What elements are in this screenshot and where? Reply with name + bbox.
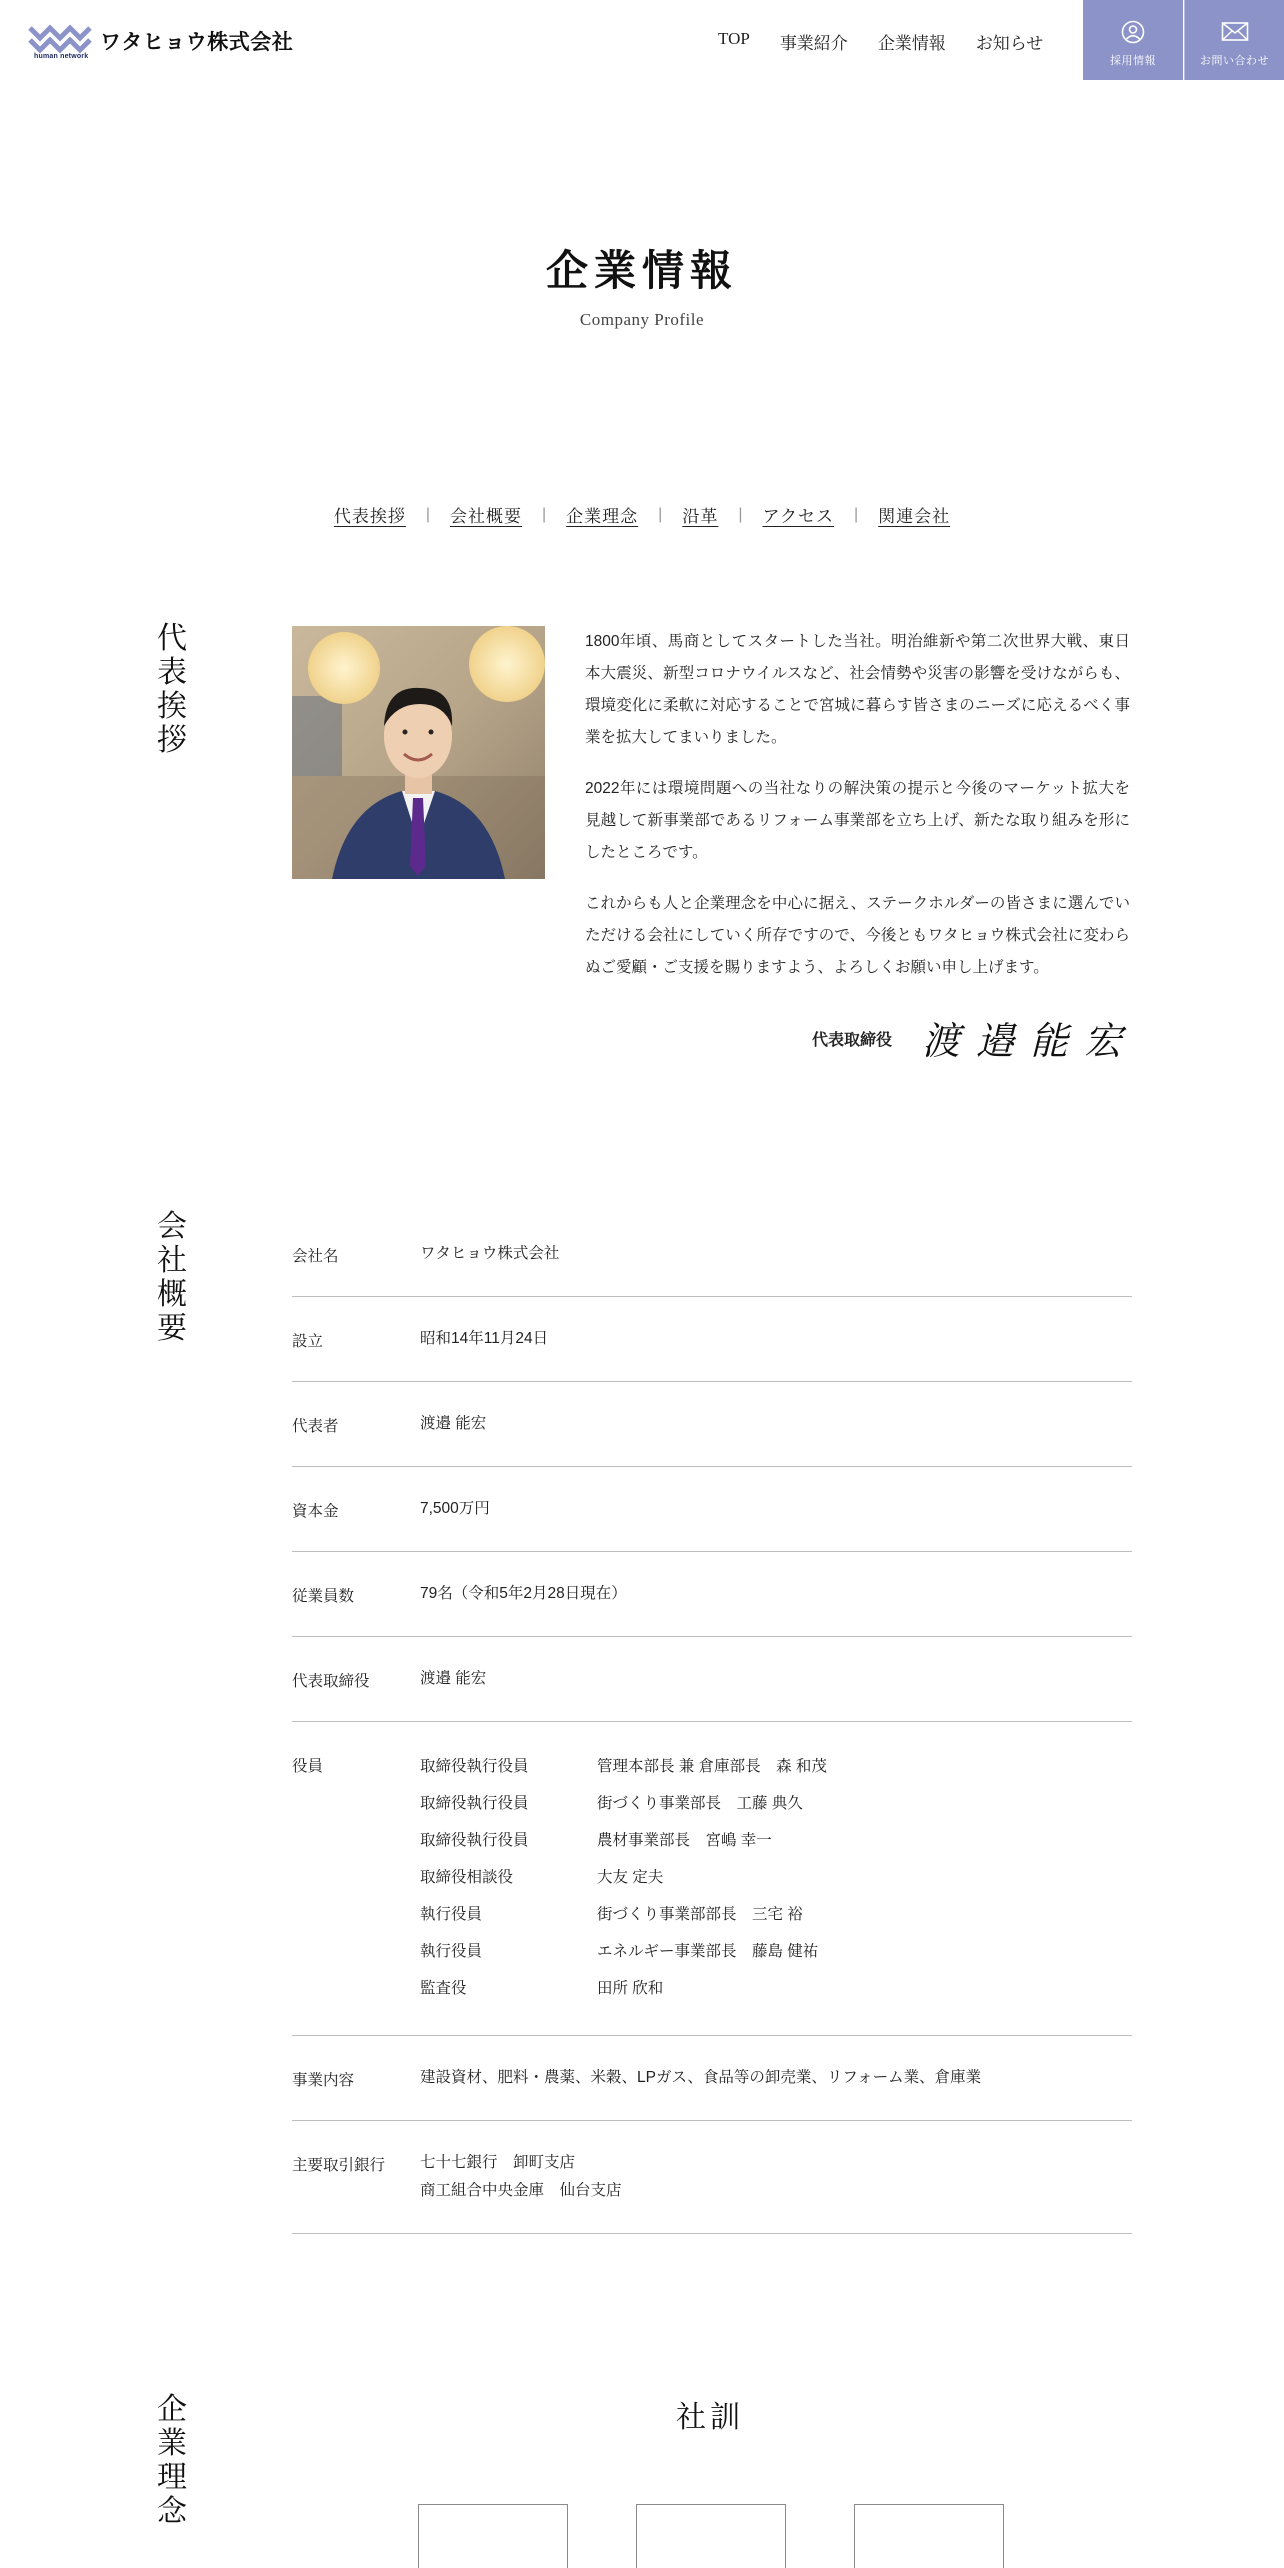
- recruit-button[interactable]: [1083, 0, 1183, 80]
- table-row: [292, 1552, 1132, 1637]
- heading-char: 社: [157, 1244, 187, 1277]
- row-label: 資本金: [292, 1503, 339, 1520]
- nav-company[interactable]: 企業情報: [877, 34, 946, 53]
- section-anchor-links: [0, 502, 1284, 527]
- officer-detail: 街づくり事業部長 工藤 典久: [597, 1795, 803, 1812]
- officer-role: 取締役執行役員: [420, 1795, 529, 1812]
- officer-role: 取締役執行役員: [420, 1758, 529, 1775]
- heading-char: 理: [157, 2461, 187, 2494]
- recruit-label: 採用情報: [1110, 55, 1156, 67]
- row-label: 会社名: [292, 1248, 339, 1265]
- officer-item: [420, 1822, 1132, 1859]
- row-value: 渡邉 能宏: [420, 1670, 487, 1687]
- nav-news[interactable]: お知らせ: [975, 34, 1044, 53]
- anchor-affiliates[interactable]: 関連会社: [878, 507, 951, 526]
- table-row: [292, 1212, 1132, 1297]
- officer-item: [420, 1785, 1132, 1822]
- company-logo[interactable]: [28, 16, 294, 64]
- anchor-separator: |: [658, 505, 663, 523]
- row-value: ワタヒョウ株式会社: [420, 1245, 560, 1262]
- greeting-paragraph: 1800年頃、馬商としてスタートした当社。明治維新や第二次世界大戦、東日本大震災、新型コロナウイルスなど、社会情勢や災害の影響を受けながらも、環境変化に柔軟に対応することで宮城に暮らす皆さまのニーズに応えるべく事業を拡大してまいりました。: [585, 633, 1130, 746]
- heading-char: 代: [157, 622, 187, 655]
- row-value: 昭和14年11月24日: [420, 1330, 549, 1347]
- row-value: 7,500万円: [420, 1500, 490, 1517]
- officer-detail: 大友 定夫: [597, 1869, 664, 1886]
- row-value: 建設資材、肥料・農薬、米穀、LPガス、食品等の卸売業、リフォーム業、倉庫業: [420, 2069, 982, 2086]
- heading-char: 企: [157, 2393, 187, 2426]
- greeting-paragraph: 2022年には環境問題への当社なりの解決策の提示と今後のマーケット拡大を見越して新事業部であるリフォーム事業部を立ち上げ、新たな取り組みを形にしたところです。: [585, 780, 1130, 861]
- officer-role: 取締役相談役: [420, 1869, 514, 1886]
- heading-char: 概: [157, 1278, 187, 1311]
- site-header: [0, 0, 1284, 80]
- row-label: 代表取締役: [292, 1673, 370, 1690]
- mail-icon: [1221, 20, 1249, 44]
- heading-char: 要: [157, 1312, 187, 1345]
- anchor-separator: |: [738, 505, 743, 523]
- officer-detail: 田所 欣和: [597, 1980, 664, 1997]
- officer-detail: 農材事業部長 宮嶋 幸一: [597, 1832, 772, 1849]
- row-label: 役員: [292, 1758, 324, 1775]
- officer-detail: 街づくり事業部部長 三宅 裕: [597, 1906, 803, 1923]
- greeting-heading: [150, 622, 194, 758]
- anchor-philosophy[interactable]: 企業理念: [566, 507, 639, 526]
- signature-title: 代表取締役: [812, 1032, 893, 1049]
- page-title: 企業情報: [545, 249, 738, 295]
- heading-char: 会: [157, 1210, 187, 1243]
- heading-char: 表: [157, 656, 187, 689]
- heading-char: 拶: [157, 724, 187, 757]
- row-label: 設立: [292, 1333, 324, 1350]
- greeting-message: [585, 626, 1130, 1003]
- table-row: [292, 1382, 1132, 1467]
- officer-detail: 管理本部長 兼 倉庫部長 森 和茂: [597, 1758, 827, 1775]
- bank-item: 商工組合中央金庫 仙台支店: [420, 2182, 622, 2199]
- row-value: 渡邉 能宏: [420, 1415, 487, 1432]
- bank-list: [420, 2149, 1132, 2205]
- row-label: 従業員数: [292, 1588, 355, 1605]
- table-row: [292, 1637, 1132, 1722]
- president-photo: [292, 626, 545, 879]
- officer-role: 取締役執行役員: [420, 1832, 529, 1849]
- anchor-access[interactable]: アクセス: [762, 507, 834, 526]
- logo-tagline: human network: [34, 53, 89, 60]
- contact-label: お問い合わせ: [1200, 55, 1269, 67]
- anchor-separator: |: [425, 505, 431, 523]
- anchor-overview[interactable]: 会社概要: [450, 507, 523, 526]
- overview-heading: [150, 1210, 194, 1346]
- company-overview-table: [292, 1212, 1132, 2234]
- creed-card: [636, 2504, 786, 2568]
- table-row-banks: [292, 2121, 1132, 2234]
- nav-business[interactable]: 事業紹介: [779, 34, 848, 53]
- heading-char: 業: [157, 2427, 187, 2460]
- officer-item: [420, 1748, 1132, 1785]
- officer-role: 執行役員: [420, 1943, 483, 1960]
- table-row-officers: [292, 1722, 1132, 2036]
- bank-item: 七十七銀行 卸町支店: [420, 2154, 576, 2171]
- table-row: [292, 1467, 1132, 1552]
- anchor-separator: |: [542, 505, 547, 523]
- president-portrait-image: [292, 626, 545, 879]
- logo-company-name: ワタヒョウ株式会社: [100, 31, 294, 54]
- officer-role: 監査役: [420, 1980, 467, 1997]
- page-subtitle: Company Profile: [579, 310, 705, 329]
- row-value: 79名（令和5年2月28日現在）: [420, 1585, 627, 1602]
- officer-detail: エネルギー事業部長 藤島 健祐: [597, 1943, 819, 1960]
- main-nav: [718, 29, 1073, 54]
- officer-item: [420, 1933, 1132, 1970]
- creed-title: 社訓: [676, 2401, 744, 2434]
- anchor-greeting[interactable]: 代表挨拶: [333, 507, 406, 526]
- table-row-business: [292, 2036, 1132, 2121]
- row-label: 主要取引銀行: [292, 2157, 386, 2174]
- user-circle-icon: [1121, 20, 1145, 44]
- contact-button[interactable]: [1184, 0, 1284, 80]
- officer-role: 執行役員: [420, 1906, 483, 1923]
- creed-card: [418, 2504, 568, 2568]
- anchor-separator: |: [853, 505, 859, 523]
- greeting-paragraph: これからも人と企業理念を中心に据え、ステークホルダーの皆さまに選んでいただける会社にしていく所存ですので、今後ともワタヒョウ株式会社に変わらぬご愛顧・ご支援を賜りますよう、よろしくお願い申し上げます。: [585, 895, 1130, 976]
- table-row: [292, 1297, 1132, 1382]
- anchor-history[interactable]: 沿革: [682, 507, 719, 526]
- officer-list: [420, 1748, 1132, 2007]
- heading-char: 念: [157, 2495, 187, 2528]
- row-label: 事業内容: [292, 2072, 355, 2089]
- officer-item: [420, 1896, 1132, 1933]
- creed-card: [854, 2504, 1004, 2568]
- officer-item: [420, 1970, 1132, 2007]
- row-label: 代表者: [292, 1418, 339, 1435]
- signature-name: 渡邉能宏: [922, 1021, 1139, 1063]
- nav-top[interactable]: TOP: [718, 29, 750, 48]
- heading-char: 挨: [157, 690, 187, 723]
- officer-item: [420, 1859, 1132, 1896]
